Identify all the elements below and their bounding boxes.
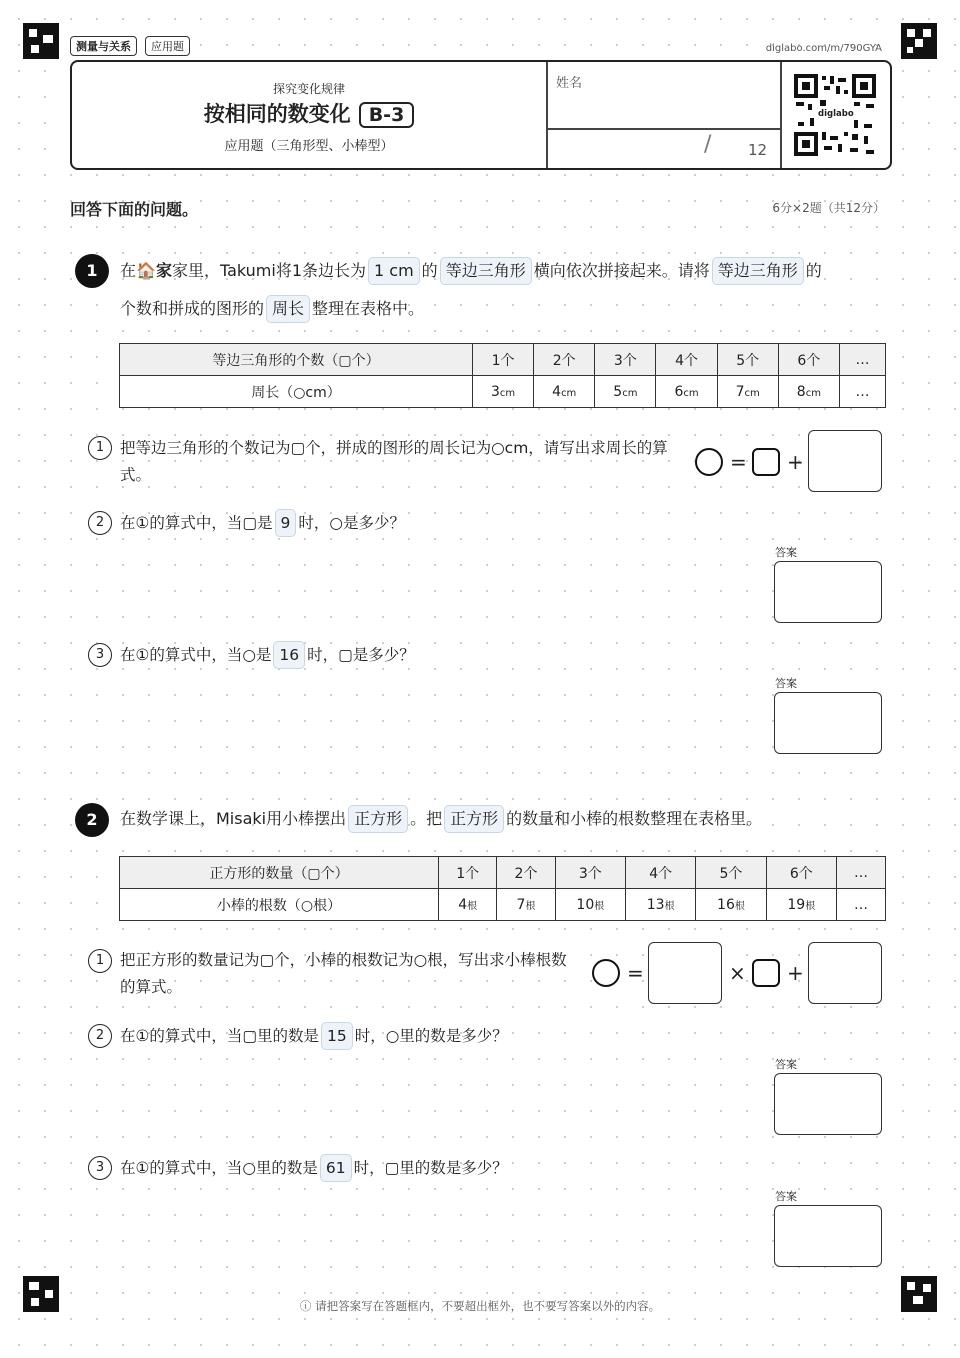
qr-code: [794, 74, 876, 156]
perimeter-highlight: 周长: [266, 295, 310, 323]
sub-question-number: 2: [88, 1024, 112, 1048]
table-row: [120, 857, 886, 889]
value-highlight: 16: [273, 641, 305, 669]
table-cell: 5cm: [595, 376, 656, 408]
table-cell: 19根: [766, 889, 836, 921]
q1-sub3-text: 在①的算式中，当○是 16 时，▢是多少？: [120, 641, 415, 669]
q1-sub2-answer-box[interactable]: [774, 561, 882, 623]
sub-question-number: 2: [88, 511, 112, 535]
table-cell: 2个: [497, 857, 555, 889]
answer-label: 答案: [775, 546, 797, 559]
table-cell: 7根: [497, 889, 555, 921]
q2-formula-constant-box[interactable]: [808, 942, 882, 1004]
shape-highlight: 等边三角形: [440, 257, 532, 285]
value-highlight: 61: [320, 1154, 352, 1182]
table-cell: 6个: [766, 857, 836, 889]
circle-symbol: [695, 448, 723, 476]
q2-formula-multiplier-box[interactable]: [648, 942, 722, 1004]
square-symbol: [752, 959, 780, 987]
table-row: [120, 376, 886, 408]
table-cell: 5个: [696, 857, 766, 889]
category-tag: 测量与关系: [70, 36, 137, 56]
points-info: 6分×2题（共12分）: [772, 201, 885, 215]
answer-label: 答案: [775, 1190, 797, 1203]
table-cell: 3cm: [473, 376, 534, 408]
table-cell: 3个: [595, 344, 656, 376]
circle-symbol: [592, 959, 620, 987]
table-cell: 6cm: [656, 376, 717, 408]
question-1-table: [119, 343, 886, 408]
q1-sub2-text: 在①的算式中，当▢是 9 时，○是多少？: [120, 509, 405, 537]
q1-formula-answer-box[interactable]: [808, 430, 882, 492]
equals-sign: =: [730, 450, 747, 474]
shape-highlight: 等边三角形: [712, 257, 804, 285]
table-cell: 1个: [473, 344, 534, 376]
shape-highlight: 正方形: [348, 805, 408, 833]
table-cell: 13根: [626, 889, 696, 921]
table-cell: 10根: [555, 889, 625, 921]
square-symbol: [752, 448, 780, 476]
q2-sub2-answer-box[interactable]: [774, 1073, 882, 1135]
question-1-number: 1: [75, 254, 109, 288]
header-type: 应用题（三角形型、小棒型）: [224, 139, 394, 154]
table-cell: 5个: [717, 344, 778, 376]
table-cell: …: [840, 344, 886, 376]
score-total: 12: [748, 141, 768, 159]
sub-question-number: 3: [88, 643, 112, 667]
table-cell: …: [837, 857, 886, 889]
sub-question-number: 1: [88, 436, 112, 460]
table-cell: 3个: [555, 857, 625, 889]
worksheet-header: [70, 60, 892, 170]
value-highlight: 15: [321, 1022, 353, 1050]
name-field[interactable]: [548, 64, 778, 126]
table-row: [120, 344, 886, 376]
sub-question-number: 1: [88, 949, 112, 973]
table-header-count: 正方形的数量（▢个）: [120, 857, 439, 889]
table-header-perimeter: 周长（○cm）: [120, 376, 473, 408]
sub-question-number: 3: [88, 1156, 112, 1180]
footer-note: ⓘ 请把答案写在答题框内，不要超出框外，也不要写答案以外的内容。: [299, 1299, 661, 1313]
worksheet-code: B-3: [359, 102, 415, 128]
equals-sign: =: [627, 961, 644, 985]
table-cell: 4个: [656, 344, 717, 376]
times-sign: ×: [729, 961, 746, 985]
q1-sub1-text: 把等边三角形的个数记为▢个，拼成的图形的周长记为○cm，请写出求周长的算式。: [120, 439, 668, 484]
table-cell: 16根: [696, 889, 766, 921]
question-2-number: 2: [75, 803, 109, 837]
plus-sign: +: [787, 450, 804, 474]
page-title-row: [72, 98, 546, 128]
page-title: 按相同的数变化: [203, 102, 351, 126]
answer-label: 答案: [775, 1058, 797, 1071]
side-length-highlight: 1 cm: [368, 257, 420, 285]
q2-sub1-text: 把正方形的数量记为▢个，小棒的根数记为○根，写出求小棒根数的算式。: [120, 951, 567, 996]
instruction: 回答下面的问题。: [70, 200, 199, 219]
table-cell: 8cm: [778, 376, 839, 408]
answer-label: 答案: [775, 677, 797, 690]
table-cell: 7cm: [717, 376, 778, 408]
table-row: [120, 889, 886, 921]
question-2-text: 在数学课上，Misaki用小棒摆出 正方形 。把 正方形 的数量和小棒的根数整理在表格里。: [120, 800, 880, 838]
name-label: 姓名: [556, 76, 583, 91]
corner-marker-top-right: [901, 23, 937, 59]
table-header-count: 等边三角形的个数（▢个）: [120, 344, 473, 376]
table-cell: 4个: [626, 857, 696, 889]
home-icon: 🏠: [136, 261, 156, 280]
shape-highlight: 正方形: [444, 805, 504, 833]
table-cell: …: [837, 889, 886, 921]
header-subtitle: 探究变化规律: [272, 82, 345, 96]
table-cell: 4根: [439, 889, 497, 921]
q2-sub2-text: 在①的算式中，当▢里的数是 15 时，○里的数是多少？: [120, 1022, 508, 1050]
type-tag: 应用题: [145, 36, 190, 56]
q2-sub3-text: 在①的算式中，当○里的数是 61 时，▢里的数是多少？: [120, 1154, 508, 1182]
value-highlight: 9: [275, 509, 297, 537]
corner-marker-top-left: [23, 23, 59, 59]
q1-sub3-answer-box[interactable]: [774, 692, 882, 754]
table-header-sticks: 小棒的根数（○根）: [120, 889, 439, 921]
table-cell: 4cm: [534, 376, 595, 408]
table-cell: 1个: [439, 857, 497, 889]
table-cell: 2个: [534, 344, 595, 376]
score-slash: /: [704, 132, 712, 157]
plus-sign: +: [787, 961, 804, 985]
worksheet-url: diglabo.com/m/790GYA: [765, 43, 882, 54]
question-1-text: 在🏠家家里，Takumi将1条边长为 1 cm 的 等边三角形 横向依次拼接起来。请将 等边三角形 的 个数和拼成的图形的 周长 整理在表格中。: [120, 252, 880, 328]
question-2-table: [119, 856, 886, 921]
table-cell: 6个: [778, 344, 839, 376]
table-cell: …: [840, 376, 886, 408]
qr-label: diglabo: [818, 109, 854, 119]
q2-sub3-answer-box[interactable]: [774, 1205, 882, 1267]
